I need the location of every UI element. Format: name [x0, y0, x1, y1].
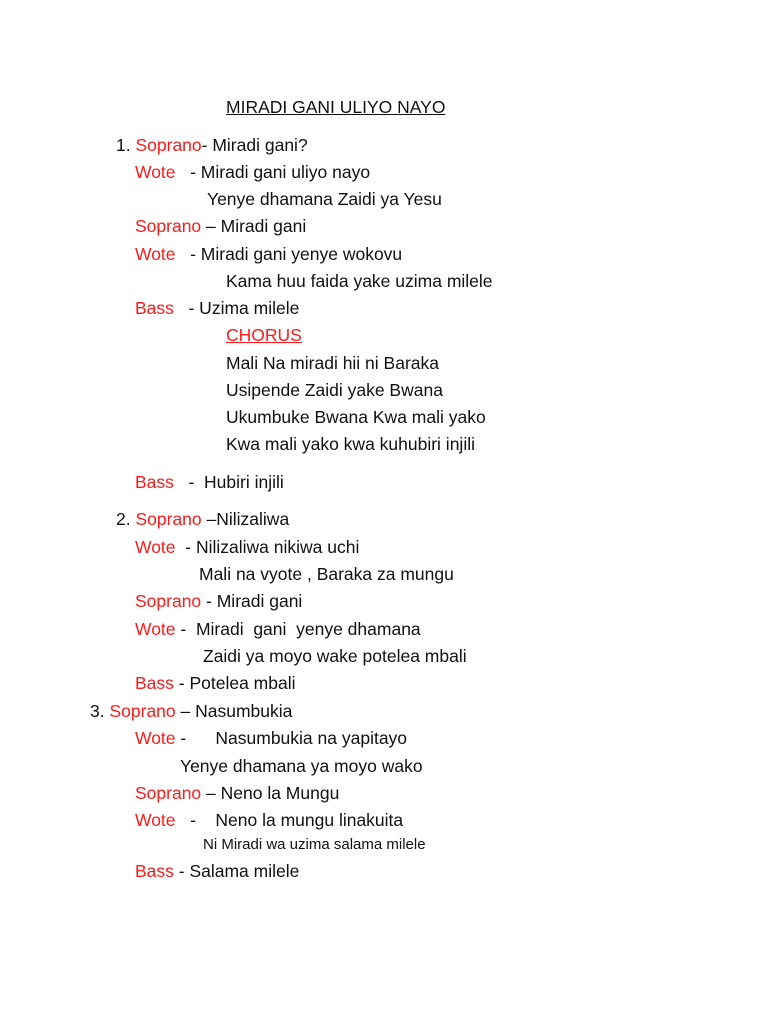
voice-label: Soprano	[135, 509, 202, 529]
voice-label: Soprano	[109, 701, 176, 721]
lyric-text: - Miradi gani yenye dhamana	[175, 619, 421, 639]
voice-label: Bass	[135, 673, 174, 693]
verse-number: 1.	[116, 135, 131, 155]
verse-2-line-1	[116, 508, 289, 530]
verse-2-line-3: Mali na vyote , Baraka za mungu	[199, 564, 454, 584]
lyric-text: - Miradi gani	[201, 591, 303, 611]
verse-1-line-1	[116, 134, 308, 156]
verse-1-line-8	[135, 471, 284, 493]
voice-label: Bass	[135, 472, 174, 492]
lyric-text: - Salama milele	[173, 861, 300, 881]
verse-2-line-4	[135, 590, 302, 612]
verse-2-line-7	[135, 672, 296, 694]
verse-1-line-3: Yenye dhamana Zaidi ya Yesu	[207, 189, 442, 209]
lyric-text: - Miradi gani uliyo nayo	[175, 162, 371, 182]
voice-label: Wote	[135, 537, 176, 557]
verse-3-line-7	[135, 860, 299, 882]
chorus-line-3: Ukumbuke Bwana Kwa mali yako	[226, 407, 486, 427]
lyric-text: – Miradi gani	[201, 216, 307, 236]
verse-1-line-6: Kama huu faida yake uzima milele	[226, 271, 493, 291]
lyric-text: - Miradi gani yenye wokovu	[175, 244, 403, 264]
verse-3-line-4	[135, 782, 339, 804]
verse-number: 2.	[116, 509, 131, 529]
lyric-text: - Miradi gani?	[201, 135, 308, 155]
voice-label: Wote	[135, 728, 176, 748]
verse-3-line-5	[135, 809, 403, 831]
lyric-text: - Neno la mungu linakuita	[175, 810, 404, 830]
verse-2-line-6: Zaidi ya moyo wake potelea mbali	[203, 646, 467, 666]
chorus-line-1: Mali Na miradi hii ni Baraka	[226, 353, 439, 373]
voice-label: Bass	[135, 861, 174, 881]
verse-2-line-2	[135, 536, 359, 558]
verse-1-line-2	[135, 161, 370, 183]
lyric-text: – Nasumbukia	[175, 701, 293, 721]
lyric-text: - Nilizaliwa nikiwa uchi	[175, 537, 360, 557]
verse-1-line-4	[135, 215, 306, 237]
lyric-text: – Neno la Mungu	[201, 783, 340, 803]
lyric-text: - Uzima milele	[173, 298, 300, 318]
lyric-text: - Nasumbukia na yapitayo	[175, 728, 408, 748]
voice-label: Wote	[135, 810, 176, 830]
verse-2-line-5	[135, 618, 421, 640]
verse-number: 3.	[90, 701, 105, 721]
voice-label: Wote	[135, 162, 176, 182]
chorus-line-4: Kwa mali yako kwa kuhubiri injili	[226, 434, 475, 454]
voice-label: Wote	[135, 619, 176, 639]
verse-3-line-1	[90, 700, 292, 722]
lyric-text: - Hubiri injili	[173, 472, 284, 492]
voice-label: Soprano	[135, 135, 202, 155]
voice-label: Soprano	[135, 216, 202, 236]
voice-label: Soprano	[135, 591, 202, 611]
voice-label: Bass	[135, 298, 174, 318]
verse-1-line-5	[135, 243, 402, 265]
verse-3-line-6: Ni Miradi wa uzima salama milele	[203, 836, 426, 853]
lyric-text: - Potelea mbali	[173, 673, 296, 693]
voice-label: Wote	[135, 244, 176, 264]
verse-3-line-3: Yenye dhamana ya moyo wako	[180, 756, 423, 776]
voice-label: Soprano	[135, 783, 202, 803]
chorus-label: CHORUS	[226, 325, 302, 345]
lyric-text: –Nilizaliwa	[201, 509, 290, 529]
chorus-line-2: Usipende Zaidi yake Bwana	[226, 380, 443, 400]
page-title: MIRADI GANI ULIYO NAYO	[226, 97, 446, 117]
verse-1-line-7	[135, 297, 299, 319]
verse-3-line-2	[135, 727, 407, 749]
